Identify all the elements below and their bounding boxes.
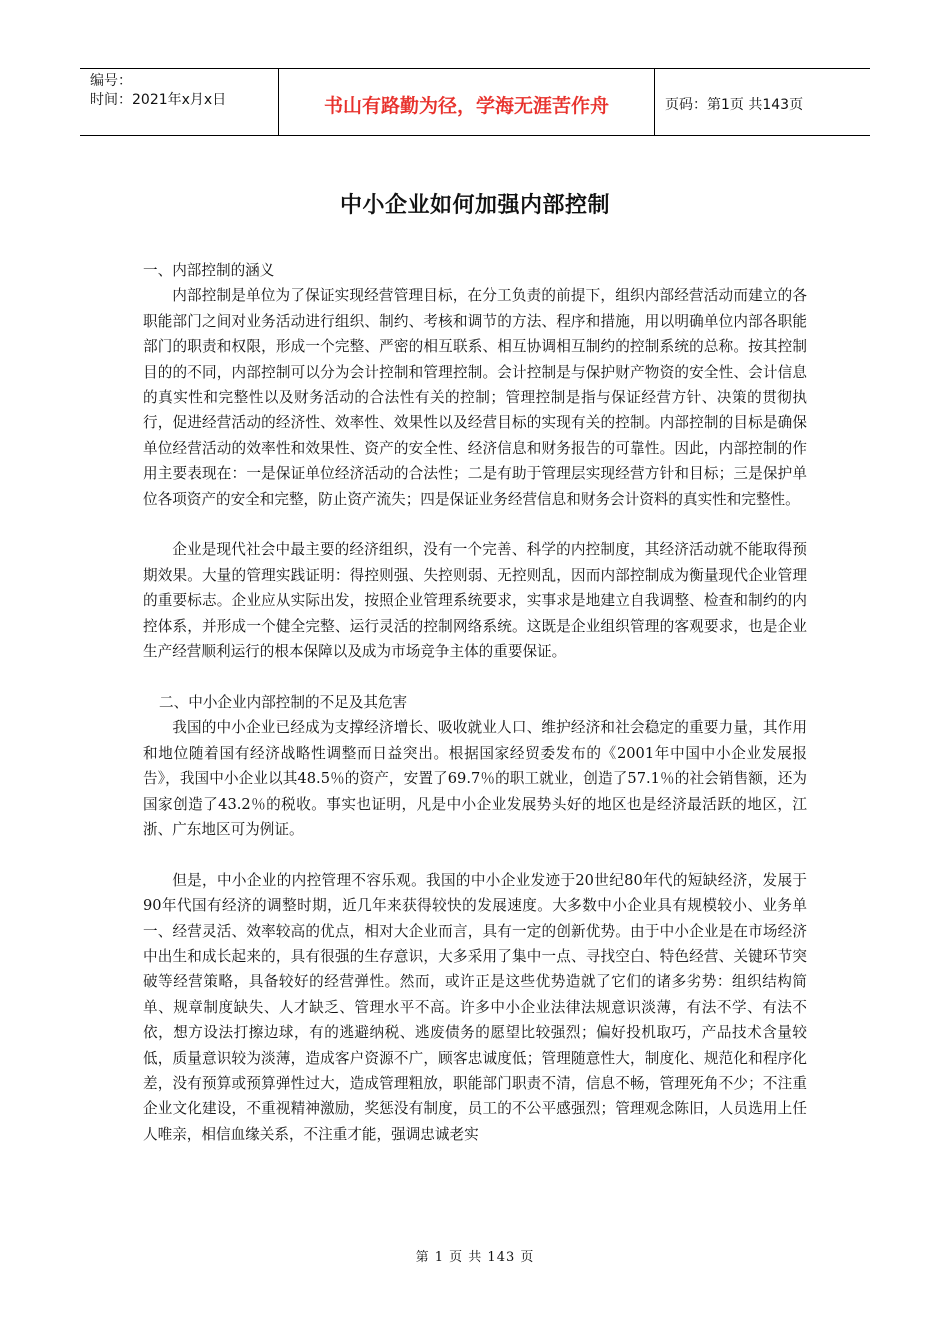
header-meta-cell xyxy=(80,69,279,135)
document-title: 中小企业如何加强内部控制 xyxy=(339,193,610,218)
page-footer: 第 1 页 共 143 页 xyxy=(415,1250,535,1265)
section-heading-1: 一、内部控制的涵义 xyxy=(143,262,275,279)
page-info: 页码：第1页 共143页 xyxy=(665,97,804,113)
paragraph: 但是，中小企业的内控管理不容乐观。我国的中小企业发迹于20世纪80年代的短缺经济，发展于90年代国有经济的调整时期，近几年来获得较快的发展速度。大多数中小企业具有规模较小、业务单一、经营灵活、效率较高的优点，相对大企业而言，具有一定的创新优势。由于中小企业是在市场经济中出生和成长起来的，具有很强的生存意识，大多采用了集中一点、寻找空白、特色经营、关键环节突破等经营策略，具备较好的经营弹性。然而，或许正是这些优势造就了它们的诸多劣势：组织结构简单、规章制度缺失、人才缺乏、管理水平不高。许多中小企业法律法规意识淡薄，有法不学、有法不依，想方设法打擦边球，有的逃避纳税、逃废债务的愿望比较强烈；偏好投机取巧，产品技术含量较低，质量意识较为淡薄，造成客户资源不广，顾客忠诚度低；管理随意性大，制度化、规范化和程序化差，没有预算或预算弹性过大，造成管理粗放，职能部门职责不清，信息不畅，管理死角不少；不注重企业文化建设，不重视精神激励，奖惩没有制度，员工的不公平感强烈；管理观念陈旧，人员选用上任人唯亲，相信血缘关系，不注重才能，强调忠诚老实 xyxy=(143,871,807,1143)
time-label: 时间：2021年x月x日 xyxy=(90,92,227,108)
paragraph: 企业是现代社会中最主要的经济组织，没有一个完善、科学的内控制度，其经济活动就不能取得预期效果。大量的管理实践证明：得控则强、失控则弱、无控则乱，因而内部控制成为衡量现代企业管理的重要标志。企业应从实际出发，按照企业管理系统要求，实事求是地建立自我调整、检查和制约的内控体系，并形成一个健全完整、运行灵活的控制网络系统。这既是企业组织管理的客观要求，也是企业生产经营顺利运行的根本保障以及成为市场竞争主体的重要保证。 xyxy=(143,541,807,661)
slogan-text: 书山有路勤为径，学海无涯苦作舟 xyxy=(323,94,609,117)
paragraph: 我国的中小企业已经成为支撑经济增长、吸收就业人口、维护经济和社会稳定的重要力量，其作用和地位随着国有经济战略性调整而日益突出。根据国家经贸委发布的《2001年中国中小企业发展报告》，我国中小企业以其48.5％的资产，安置了69.7％的职工就业，创造了57.1％的社会销售额，还为国家创造了43.2％的税收。事实也证明，凡是中小企业发展势头好的地区也是经济最活跃的地区，江浙、广东地区可为例证。 xyxy=(143,719,807,838)
section-heading-2: 二、中小企业内部控制的不足及其危害 xyxy=(159,693,408,711)
paragraph-gap xyxy=(143,664,807,689)
header-slogan-cell xyxy=(279,69,655,135)
paragraph: 内部控制是单位为了保证实现经营管理目标，在分工负责的前提下，组织内部经营活动而建立的各职能部门之间对业务活动进行组织、制约、考核和调节的方法、程序和措施，用以明确单位内部各职能部门的职责和权限，形成一个完整、严密的相互联系、相互协调相互制约的控制系统的总称。按其控制目的的不同，内部控制可以分为会计控制和管理控制。会计控制是与保护财产物资的安全性、会计信息的真实性和完整性以及财务活动的合法性有关的控制；管理控制是指与保证经营方针、决策的贯彻执行，促进经营活动的经济性、效率性、效果性以及经营目标的实现有关的控制。内部控制的目标是确保单位经营活动的效率性和效果性、资产的安全性、经济信息和财务报告的可靠性。因此，内部控制的作用主要表现在：一是保证单位经济活动的合法性；二是有助于管理层实现经营方针和目标；三是保护单位各项资产的安全和完整，防止资产流失；四是保证业务经营信息和财务会计资料的真实性和完整性。 xyxy=(143,287,807,508)
number-label: 编号： xyxy=(90,73,132,89)
document-body xyxy=(143,258,807,1147)
paragraph-gap xyxy=(143,842,807,867)
paragraph-gap xyxy=(143,512,807,537)
header-page-cell xyxy=(655,69,870,135)
header-table xyxy=(80,68,870,136)
